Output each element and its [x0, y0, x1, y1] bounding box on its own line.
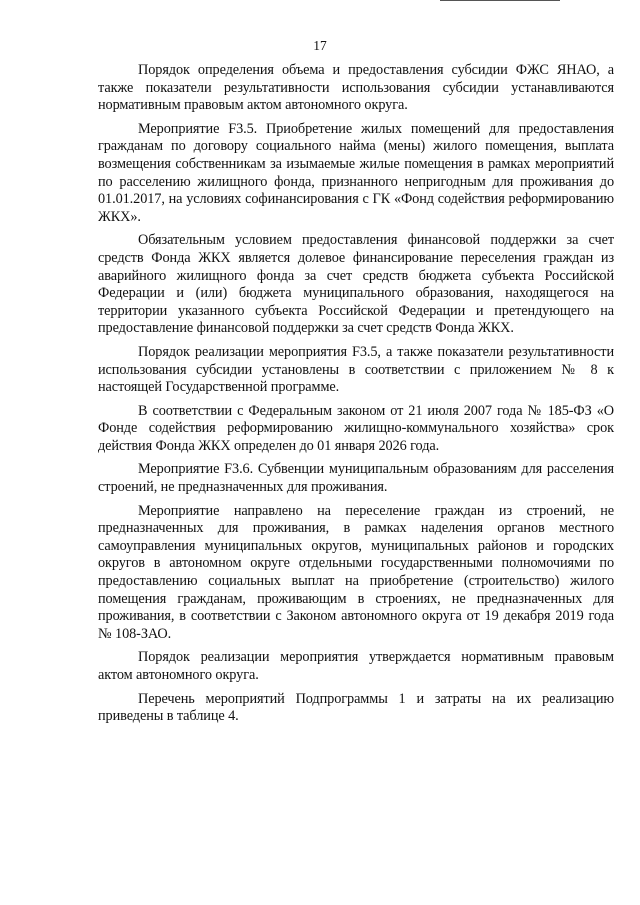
page-number: 17: [313, 38, 327, 53]
paragraph-f3-5-procedure: Порядок реализации мероприятия F3.5, а также показатели результативности использования субсидии установлены в соответствии с приложением № 8 к настоящей Государственной программе.: [98, 343, 614, 396]
paragraph-measure-purpose: Мероприятие направлено на переселение граждан из строений, не предназначенных для проживания, в рамках наделения органов местного самоуправления муниципальных округов, муниципальных районов и городских округов в автономном округе отдельными государственными полномочиями по предоставлению социальных выплат на приобретение (строительство) жилого помещения гражданам, проживающим в строениях, не предназначенных для проживания, в соответствии с Законом автономного округа от 19 декабря 2019 года № 108-ЗАО.: [98, 502, 614, 642]
paragraph-mandatory-condition: Обязательным условием предоставления финансовой поддержки за счет средств Фонда ЖКХ является долевое финансирование переселения граждан из аварийного жилищного фонда за счет средств бюджета субъекта Российской Федерации и (или) бюджета муниципального образования, находящегося на территории указанного субъекта Российской Федерации и претендующего на предоставление финансовой поддержки за счет средств Фонда ЖКХ.: [98, 232, 614, 337]
paragraph-table-reference: Перечень мероприятий Подпрограммы 1 и затраты на их реализацию приведены в таблице 4.: [98, 690, 614, 725]
paragraph-subsidy-procedure: Порядок определения объема и предоставления субсидии ФЖС ЯНАО, а также показатели результативности использования субсидии устанавливаются нормативным правовым актом автономного округа.: [98, 62, 614, 114]
paragraph-implementation-procedure: Порядок реализации мероприятия утверждается нормативным правовым актом автономного округа.: [98, 649, 614, 683]
top-edge-rule: [440, 0, 560, 1]
paragraph-measure-f3-5: Мероприятие F3.5. Приобретение жилых помещений для предоставления гражданам по договору социального найма (мены) жилого помещения, выплата возмещения собственникам за изымаемые жилые помещения в рамках мероприятий по расселению жилищного фонда, признанного непригодным для проживания до 01.01.2017, на условиях софинансирования с ГК «Фонд содействия реформированию ЖКХ».: [98, 120, 614, 225]
paragraph-federal-law: В соответствии с Федеральным законом от 21 июля 2007 года № 185-ФЗ «О Фонде содействия реформированию жилищно-коммунального хозяйства» срок действия Фонда ЖКХ определен до 01 января 2026 года.: [98, 402, 614, 454]
document-body: [98, 62, 614, 732]
paragraph-measure-f3-6: Мероприятие F3.6. Субвенции муниципальным образованиям для расселения строений, не предназначенных для проживания.: [98, 461, 614, 496]
